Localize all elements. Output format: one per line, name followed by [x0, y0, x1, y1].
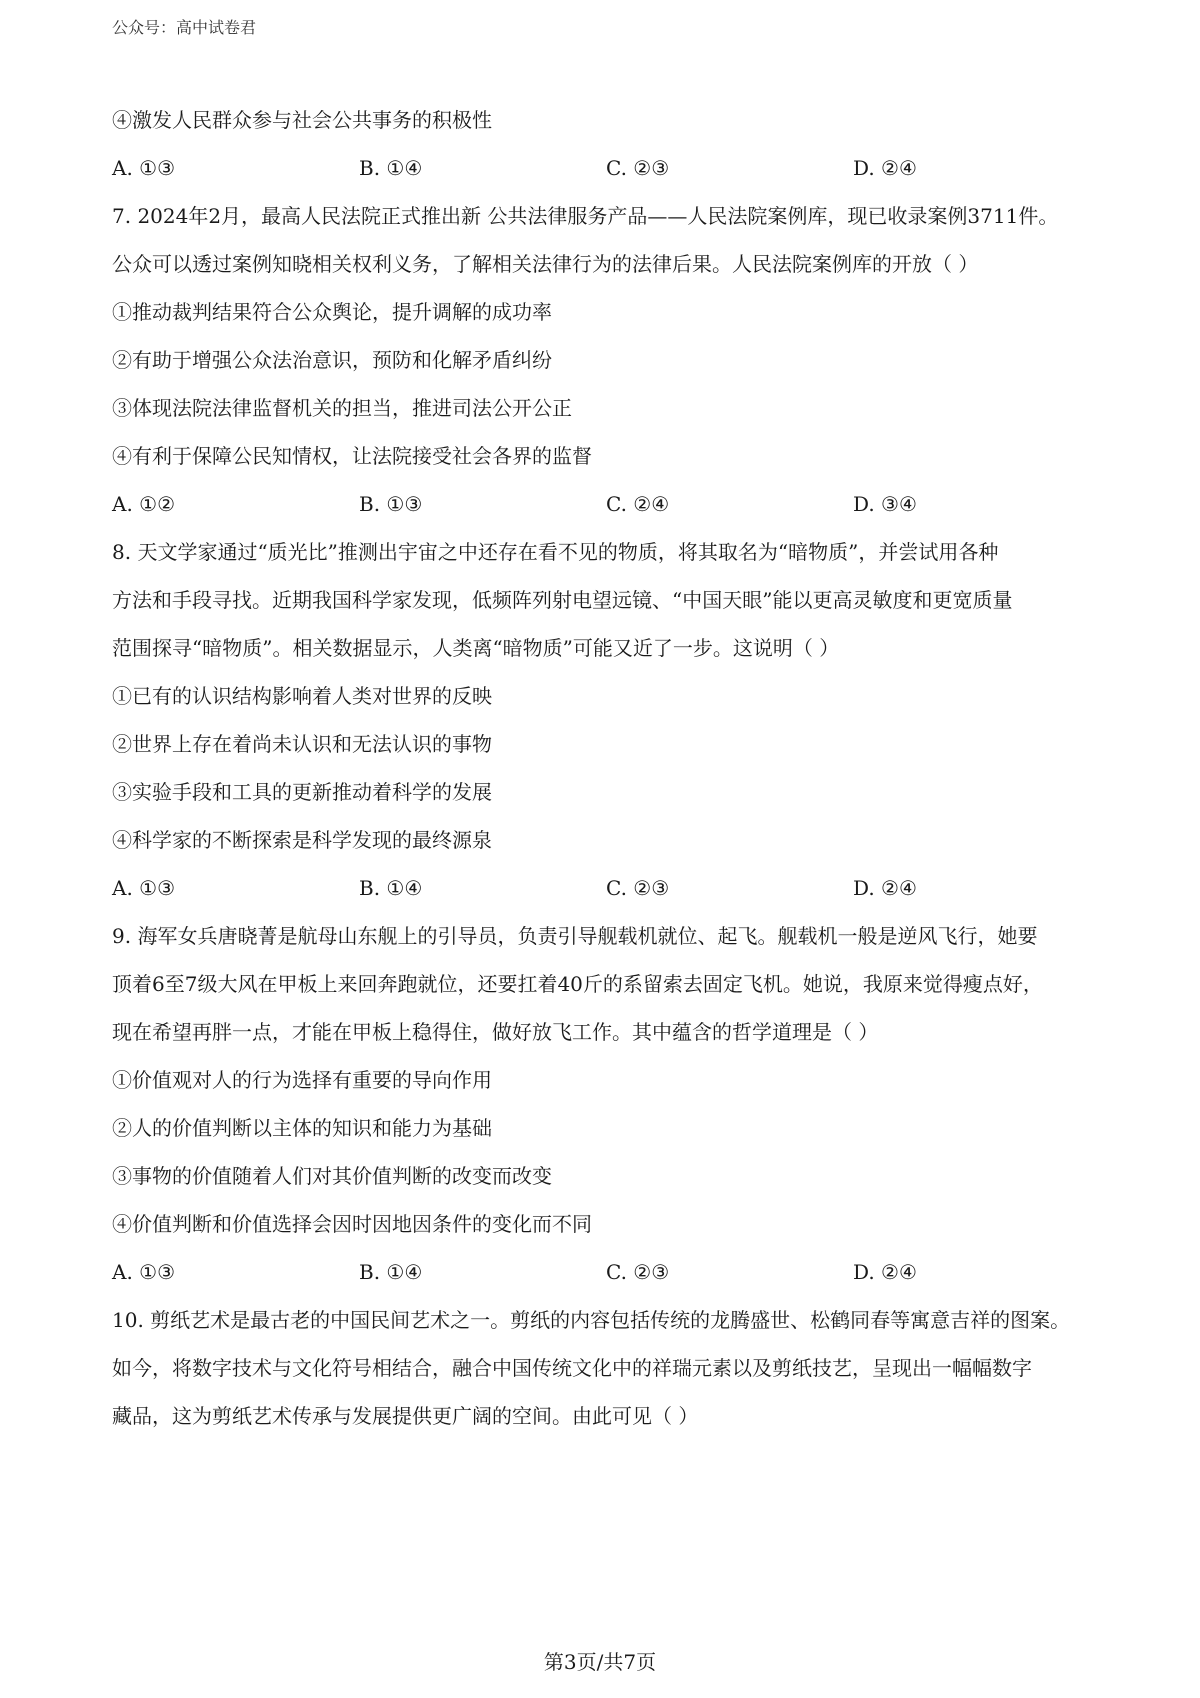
q9-option-d: D. ②④ [853, 1260, 917, 1284]
q6-option-c: C. ②③ [606, 156, 670, 180]
q7-option-c: C. ②④ [606, 492, 670, 516]
q8-option-d: D. ②④ [853, 876, 917, 900]
q7-option-a: A. ①② [112, 492, 176, 516]
q9-stem-line-1: 9. 海军女兵唐晓菁是航母山东舰上的引导员，负责引导舰载机就位、起飞。舰载机一般是逆风飞行，她要 [112, 924, 1038, 948]
header-note: 公众号：高中试卷君 [112, 18, 257, 37]
q7-stem-line-2: 公众可以透过案例知晓相关权利义务，了解相关法律行为的法律后果。人民法院案例库的开放（ ） [112, 252, 979, 276]
q8-stem-line-1: 8. 天文学家通过“质光比”推测出宇宙之中还存在看不见的物质，将其取名为“暗物质”，并尝试用各种 [112, 540, 999, 564]
q7-item-2: ②有助于增强公众法治意识，预防和化解矛盾纠纷 [112, 348, 552, 372]
q8-item-2: ②世界上存在着尚未认识和无法认识的事物 [112, 732, 492, 756]
q8-option-a: A. ①③ [112, 876, 176, 900]
q9-stem-line-2: 顶着6至7级大风在甲板上来回奔跑就位，还要扛着40斤的系留索去固定飞机。她说，我原来觉得瘦点好， [112, 972, 1043, 996]
q8-item-1: ①已有的认识结构影响着人类对世界的反映 [112, 684, 492, 708]
q7-option-d: D. ③④ [853, 492, 917, 516]
q8-item-4: ④科学家的不断探索是科学发现的最终源泉 [112, 828, 492, 852]
q9-item-4: ④价值判断和价值选择会因时因地因条件的变化而不同 [112, 1212, 592, 1236]
q8-options [112, 864, 1102, 912]
q8-item-3: ③实验手段和工具的更新推动着科学的发展 [112, 780, 492, 804]
q6-options [112, 144, 1102, 192]
q9-item-3: ③事物的价值随着人们对其价值判断的改变而改变 [112, 1164, 552, 1188]
q6-item-4: ④激发人民群众参与社会公共事务的积极性 [112, 108, 492, 132]
q9-stem-line-3: 现在希望再胖一点，才能在甲板上稳得住，做好放飞工作。其中蕴含的哲学道理是（ ） [112, 1020, 879, 1044]
q8-option-c: C. ②③ [606, 876, 670, 900]
q10-stem-line-3: 藏品，这为剪纸艺术传承与发展提供更广阔的空间。由此可见（ ） [112, 1404, 699, 1428]
q8-stem-line-2: 方法和手段寻找。近期我国科学家发现，低频阵列射电望远镜、“中国天眼”能以更高灵敏度和更宽质量 [112, 588, 1013, 612]
question-content [112, 96, 1102, 1440]
q7-item-1: ①推动裁判结果符合公众舆论，提升调解的成功率 [112, 300, 552, 324]
q10-stem-line-1: 10. 剪纸艺术是最古老的中国民间艺术之一。剪纸的内容包括传统的龙腾盛世、松鹤同春等寓意吉祥的图案。 [112, 1308, 1071, 1332]
q7-item-4: ④有利于保障公民知情权，让法院接受社会各界的监督 [112, 444, 592, 468]
q8-stem-line-3: 范围探寻“暗物质”。相关数据显示，人类离“暗物质”可能又近了一步。这说明（ ） [112, 636, 840, 660]
q7-options [112, 480, 1102, 528]
q6-option-a: A. ①③ [112, 156, 176, 180]
page-number: 第3页/共7页 [543, 1650, 657, 1674]
q10-stem-line-2: 如今，将数字技术与文化符号相结合，融合中国传统文化中的祥瑞元素以及剪纸技艺，呈现出一幅幅数字 [112, 1356, 1032, 1380]
q9-options [112, 1248, 1102, 1296]
q9-item-2: ②人的价值判断以主体的知识和能力为基础 [112, 1116, 492, 1140]
q7-stem-line-1: 7. 2024年2月，最高人民法院正式推出新 公共法律服务产品——人民法院案例库，现已收录案例3711件。 [112, 204, 1059, 228]
q6-option-d: D. ②④ [853, 156, 917, 180]
q9-option-c: C. ②③ [606, 1260, 670, 1284]
q6-option-b: B. ①④ [359, 156, 423, 180]
q9-option-a: A. ①③ [112, 1260, 176, 1284]
q7-item-3: ③体现法院法律监督机关的担当，推进司法公开公正 [112, 396, 572, 420]
q8-option-b: B. ①④ [359, 876, 423, 900]
q9-option-b: B. ①④ [359, 1260, 423, 1284]
q9-item-1: ①价值观对人的行为选择有重要的导向作用 [112, 1068, 492, 1092]
q7-option-b: B. ①③ [359, 492, 423, 516]
